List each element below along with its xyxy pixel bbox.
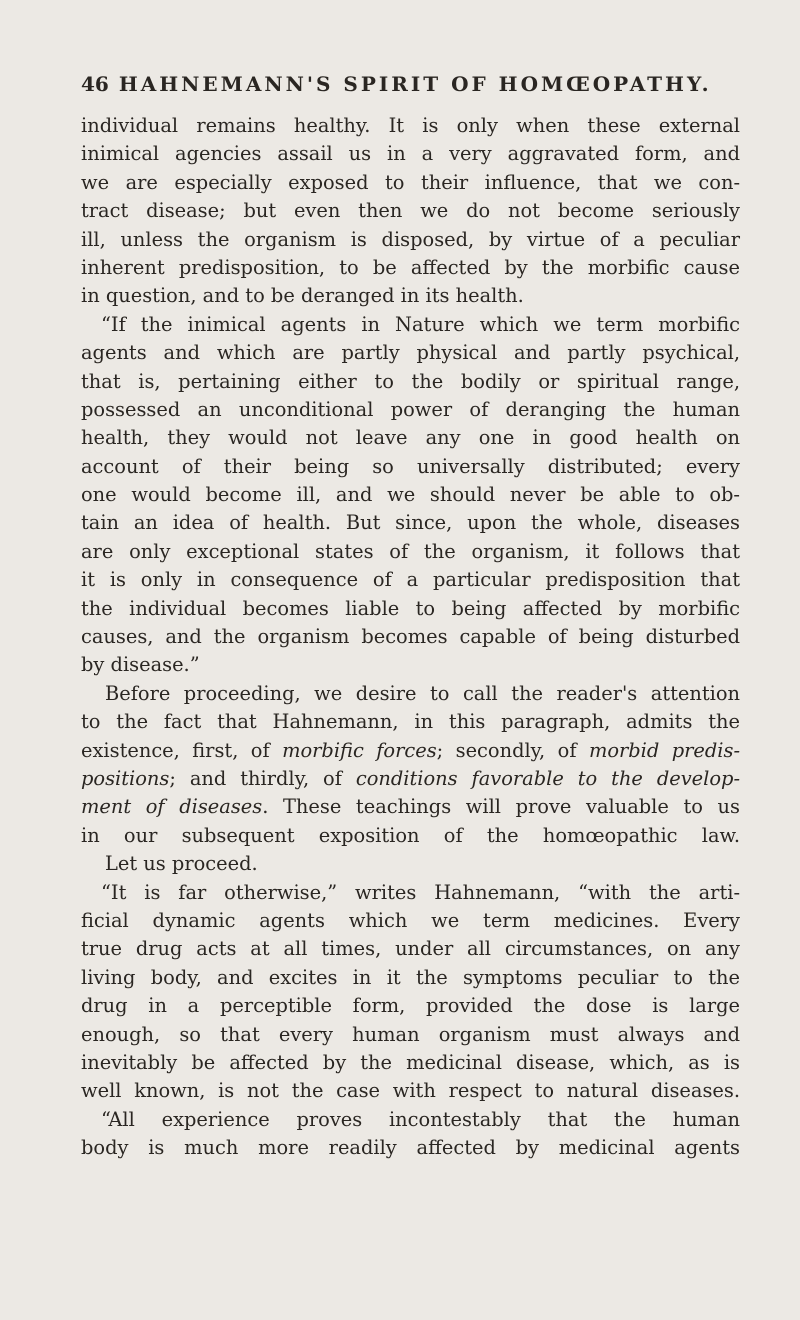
text-line: true drug acts at all times, under all circumstances, on any: [81, 937, 740, 961]
body-text: [81, 112, 740, 1162]
text-line: it is only in consequence of a particular predisposition that: [81, 568, 740, 592]
text-line: Before proceeding, we desire to call the reader's attention: [105, 681, 740, 705]
text-line: agents and which are partly physical and partly psychical,: [81, 341, 740, 365]
text-line: inevitably be affected by the medicinal disease, which, as is: [81, 1050, 740, 1074]
text-line: tract disease; but even then we do not become seriously: [81, 199, 740, 223]
text-line: the individual becomes liable to being affected by morbific: [81, 596, 740, 620]
text-line: drug in a perceptible form, provided the dose is large: [81, 994, 740, 1018]
text-line: positions; and thirdly, of conditions favorable to the develop-: [81, 766, 740, 790]
text-line: ment of diseases. These teachings will prove valuable to us: [81, 795, 740, 819]
text-line: we are especially exposed to their influence, that we con-: [81, 170, 740, 194]
text-line: by disease.”: [81, 653, 200, 677]
text-line: existence, first, of morbific forces; secondly, of morbid predis-: [81, 738, 740, 762]
text-line: inimical agencies assail us in a very aggravated form, and: [81, 142, 740, 166]
text-line: body is much more readily affected by medicinal agents: [81, 1136, 740, 1160]
italic-phrase: morbid predis-: [588, 738, 740, 762]
text-line: ficial dynamic agents which we term medicines. Every: [81, 908, 740, 932]
text-line: to the fact that Hahnemann, in this paragraph, admits the: [81, 710, 740, 734]
text-line: that is, pertaining either to the bodily or spiritual range,: [81, 369, 740, 393]
text-line: “It is far otherwise,” writes Hahnemann, “with the arti-: [101, 880, 740, 904]
text-line: ill, unless the organism is disposed, by virtue of a peculiar: [81, 227, 740, 251]
text-line: enough, so that every human organism must always and: [81, 1022, 740, 1046]
text-line: living body, and excites in it the symptoms peculiar to the: [81, 965, 740, 989]
running-title: HAHNEMANN'S SPIRIT OF HOMŒOPATHY.: [118, 72, 712, 96]
text-line: “All experience proves incontestably that the human: [101, 1107, 740, 1131]
text-line: in our subsequent exposition of the homœopathic law.: [81, 823, 740, 847]
text-line: health, they would not leave any one in good health on: [81, 426, 740, 450]
text-line: tain an idea of health. But since, upon the whole, diseases: [81, 511, 740, 535]
text-line: well known, is not the case with respect to natural diseases.: [81, 1079, 740, 1103]
text-line: account of their being so universally distributed; every: [81, 454, 740, 478]
text-line: possessed an unconditional power of deranging the human: [81, 397, 740, 421]
italic-phrase: morbific forces: [282, 738, 437, 762]
running-head: [81, 72, 740, 96]
text-line: inherent predisposition, to be affected by the morbific cause: [81, 255, 740, 279]
italic-phrase: ment of diseases: [81, 795, 263, 819]
text-line: are only exceptional states of the organism, it follows that: [81, 539, 740, 563]
text-line: in question, and to be deranged in its health.: [81, 284, 524, 308]
italic-phrase: positions: [81, 766, 170, 790]
text-line: causes, and the organism becomes capable of being disturbed: [81, 625, 740, 649]
text-line: one would become ill, and we should never be able to ob-: [81, 483, 740, 507]
text-line: Let us proceed.: [105, 852, 258, 876]
page-number: 46: [81, 72, 109, 96]
text-line: “If the inimical agents in Nature which we term morbific: [101, 312, 740, 336]
italic-phrase: conditions favorable to the develop-: [355, 766, 740, 790]
text-line: individual remains healthy. It is only when these external: [81, 114, 740, 137]
